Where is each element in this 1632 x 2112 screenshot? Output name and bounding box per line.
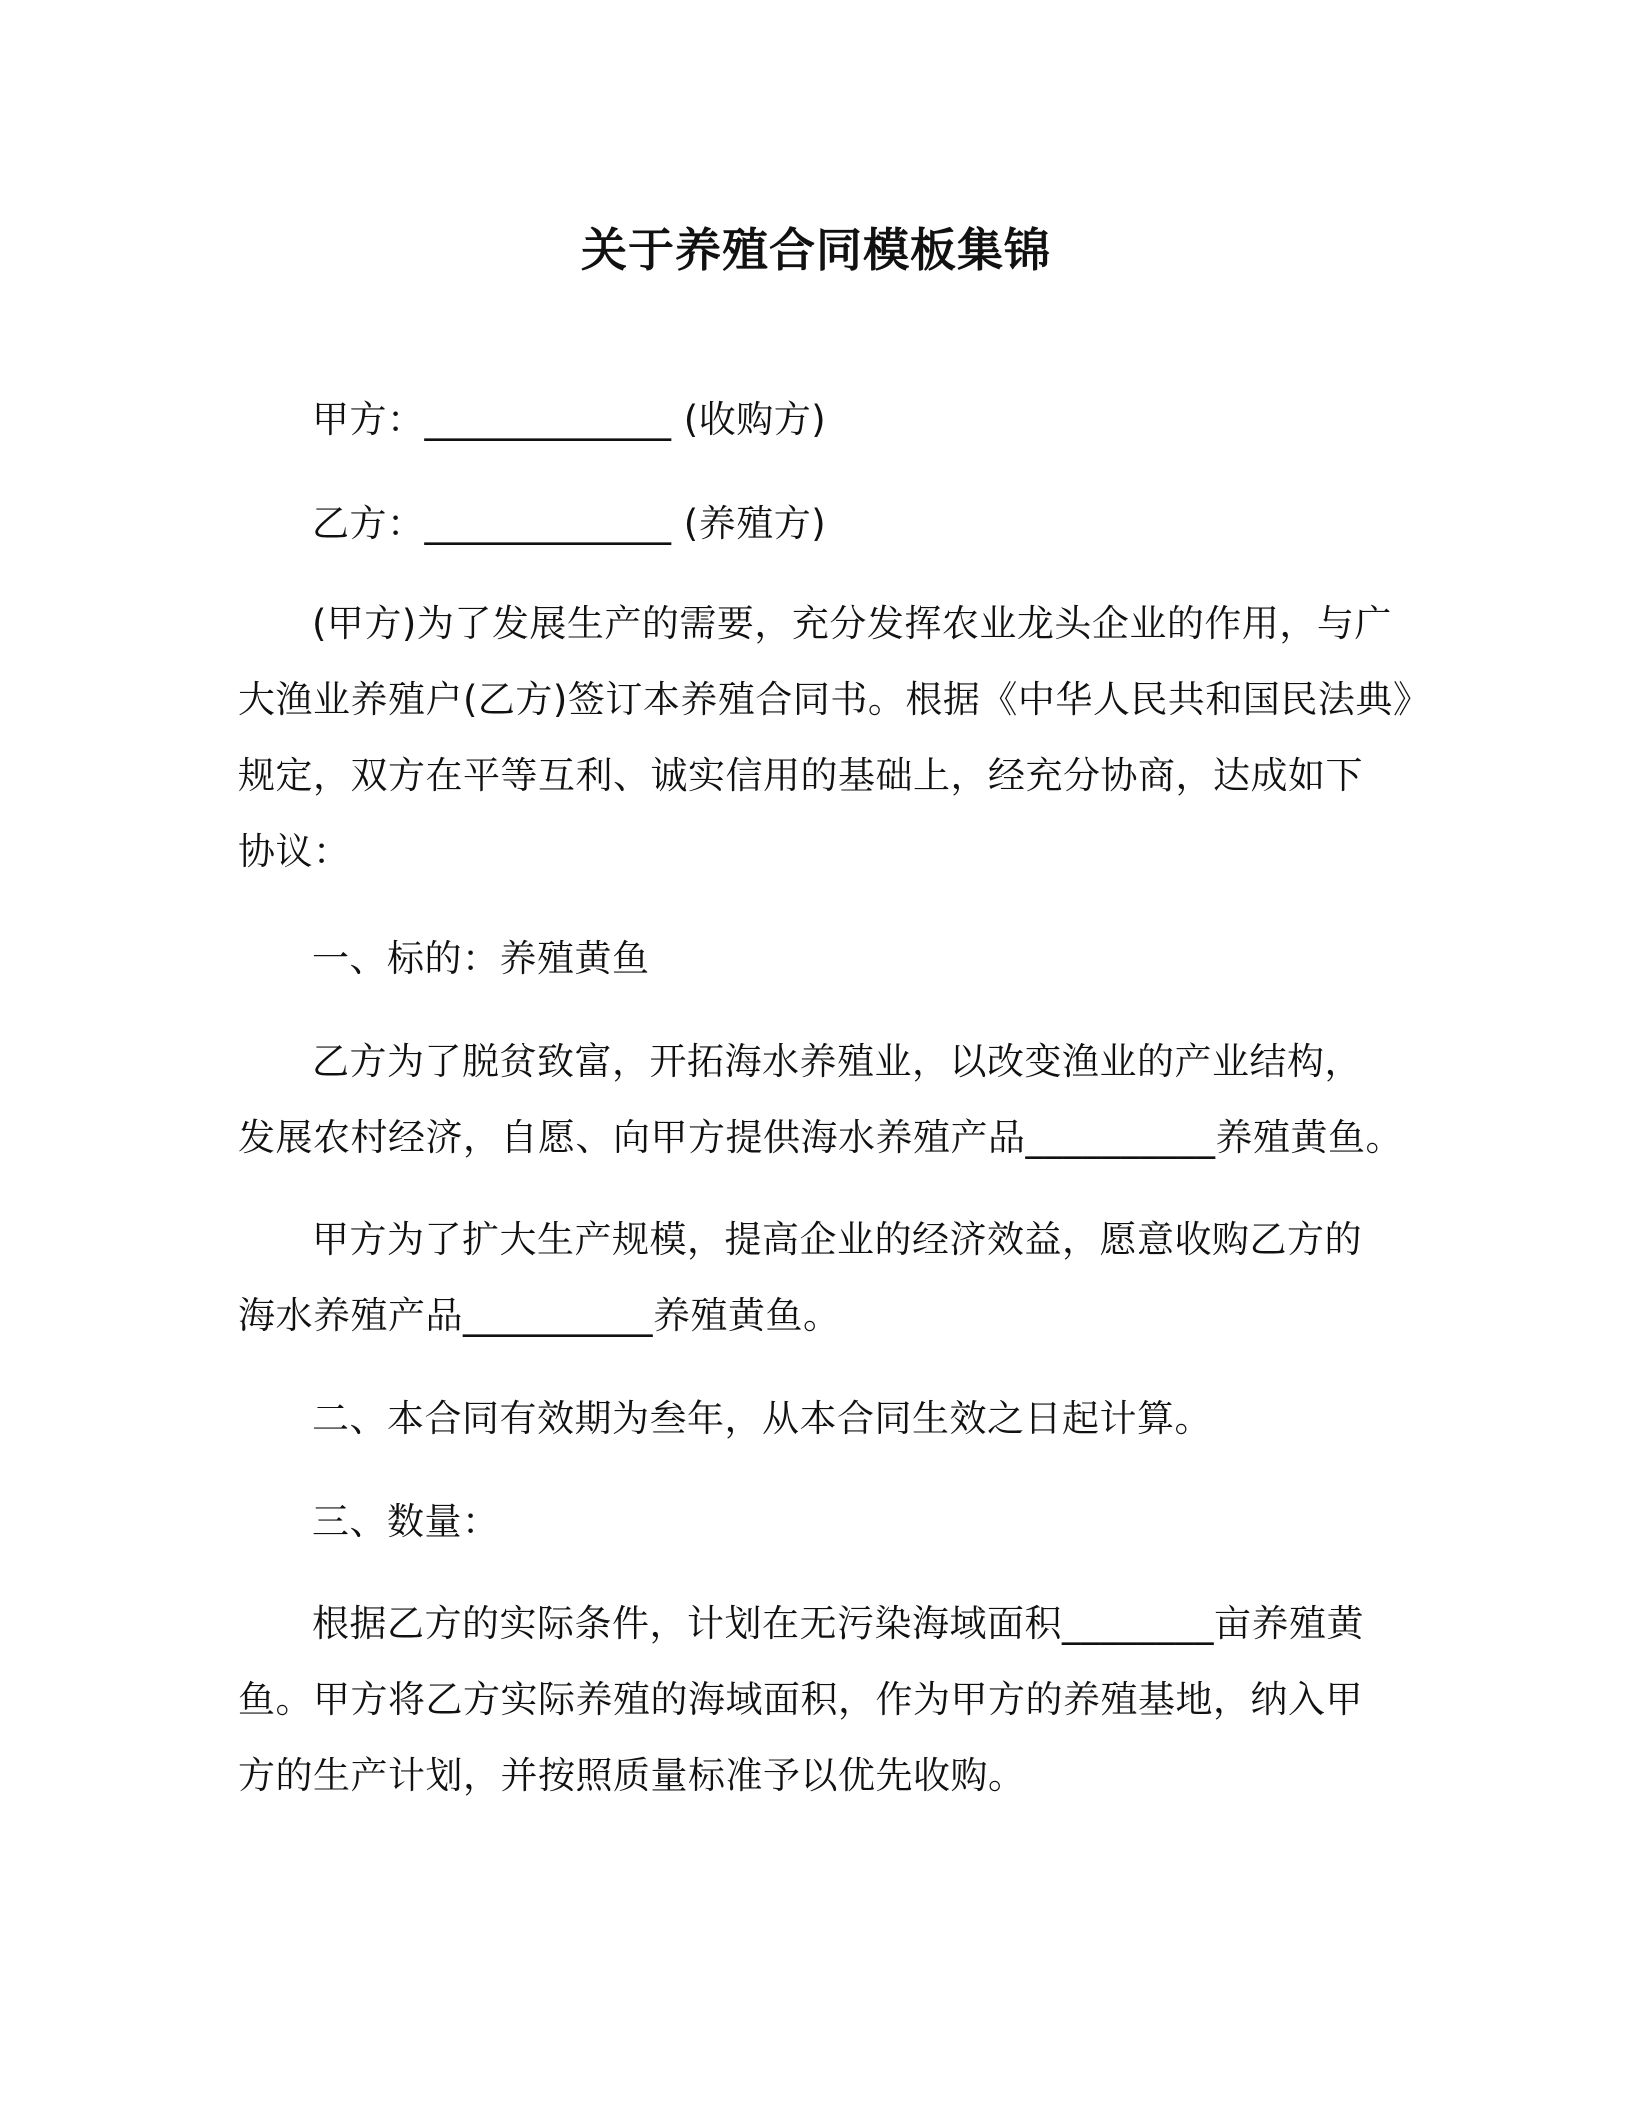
intro-line-2: 大渔业养殖户(乙方)签订本养殖合同书。根据《中华人民共和国民法典》 bbox=[238, 678, 1431, 721]
section-1-para-1-line-1: 乙方为了脱贫致富，开拓海水养殖业，以改变渔业的产业结构， bbox=[312, 1040, 1362, 1083]
section-1-heading: 一、标的：养殖黄鱼 bbox=[312, 937, 650, 980]
document-title: 关于养殖合同模板集锦 bbox=[581, 223, 1051, 277]
section-1-para-1-line-2: 发展农村经济，自愿、向甲方提供海水养殖产品__________养殖黄鱼。 bbox=[238, 1116, 1403, 1159]
section-2-heading: 二、本合同有效期为叁年，从本合同生效之日起计算。 bbox=[312, 1397, 1212, 1440]
intro-line-1: (甲方)为了发展生产的需要，充分发挥农业龙头企业的作用，与广 bbox=[312, 602, 1392, 645]
section-1-para-2-line-2: 海水养殖产品__________养殖黄鱼。 bbox=[238, 1294, 841, 1337]
section-3-para-line-1: 根据乙方的实际条件，计划在无污染海域面积________亩养殖黄 bbox=[312, 1602, 1364, 1645]
section-3-para-line-3: 方的生产计划，并按照质量标准予以优先收购。 bbox=[238, 1754, 1026, 1797]
section-3-heading: 三、数量： bbox=[312, 1500, 500, 1543]
party-b-line: 乙方：_____________ (养殖方) bbox=[312, 502, 827, 545]
party-a-line: 甲方：_____________ (收购方) bbox=[312, 398, 827, 441]
section-3-para-line-2: 鱼。甲方将乙方实际养殖的海域面积，作为甲方的养殖基地，纳入甲 bbox=[238, 1678, 1363, 1721]
intro-line-3: 规定，双方在平等互利、诚实信用的基础上，经充分协商，达成如下 bbox=[238, 754, 1363, 797]
section-1-para-2-line-1: 甲方为了扩大生产规模，提高企业的经济效益，愿意收购乙方的 bbox=[312, 1218, 1362, 1261]
intro-line-4: 协议： bbox=[238, 830, 351, 873]
